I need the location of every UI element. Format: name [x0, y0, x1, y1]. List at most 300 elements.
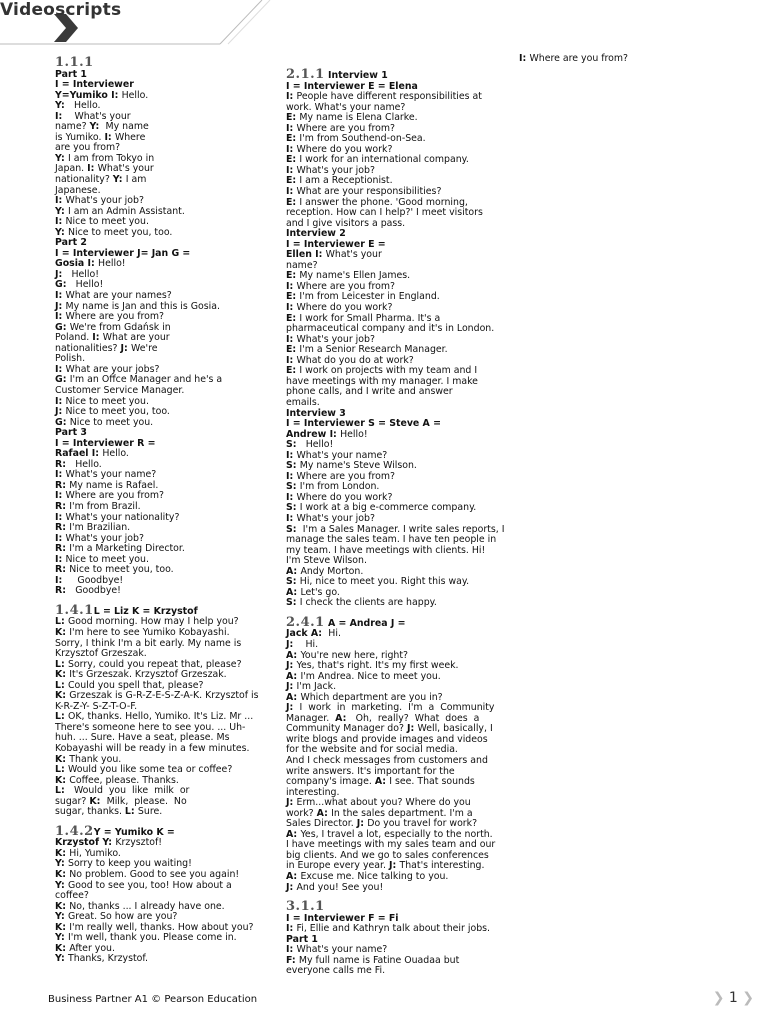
- line-text: Great. So how are you?: [68, 911, 178, 923]
- transcript-column-1: [55, 55, 270, 965]
- transcript-line: [286, 629, 500, 640]
- line-text: manage the sales team. I have ten people in: [286, 534, 497, 546]
- transcript-line: [55, 344, 270, 355]
- line-text: My name is Jan and this is Gosia.: [65, 300, 220, 312]
- line-text: Goodbye!: [69, 585, 121, 597]
- speaker-label: Krzystof: [55, 837, 103, 849]
- speaker-label: Y:: [102, 837, 116, 849]
- speaker-label: L:: [55, 785, 68, 797]
- line-text: Yes, that's right. It's my first week.: [296, 660, 459, 672]
- transcript-section: [286, 614, 500, 893]
- page-number: 1: [728, 990, 738, 1006]
- speaker-label: Rafael: [55, 448, 92, 460]
- line-text: Japan.: [55, 163, 88, 175]
- speaker-label: K:: [55, 669, 70, 681]
- line-text: Sales Director.: [286, 818, 357, 830]
- line-text: What's your job?: [296, 512, 375, 524]
- line-text: Japanese.: [55, 184, 101, 196]
- line-text: write blogs and provide images and videos: [286, 733, 488, 745]
- speaker-label: S:: [286, 576, 300, 588]
- line-text: I'm Andrea. Nice to meet you.: [300, 670, 441, 682]
- line-text: nationality?: [55, 174, 113, 186]
- line-text: Nice to meet you.: [69, 416, 154, 428]
- line-text: Hi.: [296, 638, 319, 650]
- line-text: sugar, thanks.: [55, 806, 125, 818]
- next-page-icon[interactable]: ❯: [712, 990, 725, 1006]
- line-text: Where are you from?: [296, 122, 396, 134]
- line-text: Nice to meet you, too.: [68, 226, 173, 238]
- speaker-label: I:: [55, 469, 66, 481]
- line-text: We're: [131, 342, 158, 354]
- line-text: Where are you from?: [529, 53, 629, 64]
- speaker-label: L:: [55, 616, 68, 628]
- line-text: No problem. Good to see you again!: [69, 869, 240, 881]
- line-text: company's image.: [286, 776, 375, 788]
- speaker-label: A:: [286, 586, 301, 598]
- speaker-label: Y:: [55, 932, 68, 944]
- speaker-label: I:: [315, 249, 326, 261]
- line-text: I'm Brazilian.: [69, 522, 131, 534]
- line-text: huh. ... Sure. Have a seat, please. Ms: [55, 732, 230, 744]
- line-text: I am a Receptionist.: [299, 175, 393, 187]
- speaker-label: I:: [55, 532, 66, 544]
- line-text: Andy Morton.: [300, 565, 364, 577]
- line-text: I'm well, thank you. Please come in.: [68, 932, 237, 944]
- speaker-label: I:: [55, 290, 66, 302]
- speaker-label: I:: [286, 512, 297, 524]
- speaker-label: I:: [286, 354, 297, 366]
- line-text: What are your jobs?: [65, 363, 160, 375]
- line-text: What's your: [325, 249, 382, 261]
- line-text: Hi.: [325, 628, 341, 640]
- speaker-label: I:: [55, 363, 66, 375]
- line-text: Excuse me. Nice talking to you.: [300, 871, 449, 883]
- speaker-label: Interview 3: [286, 407, 346, 419]
- speaker-label: I:: [104, 131, 115, 143]
- line-text: everyone calls me Fi.: [286, 965, 386, 977]
- line-text: have meetings with my manager. I make: [286, 375, 478, 387]
- speaker-label: S:: [286, 439, 300, 451]
- speaker-label: J:: [286, 638, 297, 650]
- line-text: Would you like milk or: [68, 785, 190, 797]
- line-text: I see. That sounds: [389, 776, 475, 788]
- line-text: Where are you from?: [65, 490, 165, 502]
- speaker-label: G:: [55, 321, 70, 333]
- line-text: work. What's your name?: [286, 101, 406, 113]
- line-text: Nice to meet you, too.: [69, 564, 174, 576]
- transcript-line: [286, 250, 500, 261]
- speaker-label: K:: [55, 774, 70, 786]
- section-heading: [55, 55, 270, 70]
- transcript-line: [286, 966, 500, 977]
- line-text: I'm from Southend-on-Sea.: [299, 133, 426, 145]
- speaker-label: G:: [55, 416, 70, 428]
- line-text: my team. I have meetings with clients. Hi!: [286, 544, 486, 556]
- line-text: What's your: [97, 163, 154, 175]
- line-text: That's interesting.: [399, 860, 485, 872]
- transcript-line: [286, 598, 500, 609]
- line-text: Which department are you in?: [300, 691, 443, 703]
- speaker-label: A:: [310, 628, 326, 640]
- line-text: I'm a Sales Manager. I write sales reports, I: [299, 523, 505, 535]
- transcript-section: [55, 602, 270, 818]
- speaker-label: I:: [55, 490, 66, 502]
- speaker-label: E:: [286, 365, 300, 377]
- speaker-label: R:: [55, 585, 70, 597]
- transcript-section: [286, 67, 505, 609]
- speaker-label: J:: [286, 660, 297, 672]
- line-text: is Yumiko.: [55, 131, 105, 143]
- section-title: L = Liz K = Krzystof: [93, 605, 198, 617]
- speaker-label: A:: [316, 807, 332, 819]
- speaker-label: F:: [286, 954, 299, 966]
- speaker-label: J:: [286, 681, 297, 693]
- speaker-label: Part 1: [286, 933, 318, 945]
- speaker-label: L:: [55, 658, 68, 670]
- line-text: Well, basically, I: [417, 723, 493, 735]
- speaker-label: Interview 2: [286, 228, 346, 240]
- transcript-column-2: [286, 67, 505, 977]
- line-text: I have meetings with my sales team and our: [286, 839, 496, 851]
- speaker-label: K:: [55, 921, 70, 933]
- transcript-section: [286, 899, 500, 977]
- line-text: I work at a big e-commerce company.: [299, 502, 477, 514]
- line-text: Nice to meet you, too.: [65, 406, 170, 418]
- line-text: In the sales department. I'm a: [331, 807, 473, 819]
- transcript-section: [55, 823, 270, 965]
- line-text: write answers. It's important for the: [286, 765, 455, 777]
- line-text: I'm from Leicester in England.: [299, 291, 440, 303]
- line-text: Good morning. How may I help you?: [68, 616, 239, 628]
- section-title: Interview 1: [324, 70, 388, 81]
- line-text: Erm...what about you? Where do you: [296, 797, 471, 809]
- transcript-line: [519, 54, 739, 65]
- line-text: Hello!: [65, 268, 99, 280]
- speaker-label: S:: [286, 502, 300, 514]
- speaker-label: E:: [286, 312, 300, 324]
- line-text: Where are you from?: [296, 280, 396, 292]
- line-text: My name's Steve Wilson.: [299, 460, 417, 472]
- line-text: name?: [286, 259, 318, 271]
- line-text: I work for an international company.: [299, 154, 469, 166]
- line-text: Where are you from?: [296, 470, 396, 482]
- line-text: I am: [125, 174, 147, 186]
- speaker-label: I:: [329, 428, 341, 440]
- speaker-label: G:: [55, 279, 70, 291]
- line-text: What's your name?: [296, 449, 388, 461]
- line-text: My name: [102, 121, 149, 133]
- line-text: phone calls, and I write and answer: [286, 386, 453, 398]
- speaker-label: I:: [55, 395, 66, 407]
- speaker-label: A:: [286, 670, 301, 682]
- section-number: 1.4.1: [55, 602, 94, 618]
- speaker-label: J:: [406, 723, 418, 735]
- speaker-label: I:: [286, 449, 297, 461]
- speaker-label: Y=Yumiko: [55, 89, 112, 101]
- line-text: What do you do at work?: [296, 354, 414, 366]
- line-text: No, thanks ... I already have one.: [69, 900, 225, 912]
- line-text: Hello!: [299, 439, 334, 451]
- line-text: in Europe every year.: [286, 860, 389, 872]
- line-text: I'm really well, thanks. How about you?: [69, 921, 254, 933]
- speaker-label: K:: [55, 753, 70, 765]
- line-text: Fi, Ellie and Kathryn talk about their jobs.: [296, 923, 491, 935]
- speaker-label: I:: [87, 163, 98, 175]
- line-text: Where do you work?: [296, 143, 393, 155]
- line-text: Hello.: [102, 448, 129, 460]
- speaker-label: I:: [55, 311, 66, 323]
- section-title: Y = Yumiko K =: [93, 826, 175, 838]
- line-text: My name is Elena Clarke.: [299, 112, 418, 124]
- line-text: Poland.: [55, 332, 93, 344]
- section-number: 2.4.1: [286, 614, 325, 630]
- line-text: name?: [55, 121, 90, 133]
- speaker-label: I = Interviewer F = Fi: [286, 912, 399, 924]
- speaker-label: K:: [55, 690, 70, 702]
- line-text: Hello.: [68, 100, 101, 112]
- line-text: Oh, really? What does a: [349, 712, 480, 724]
- speaker-label: Andrew: [286, 428, 330, 440]
- speaker-label: E:: [286, 291, 300, 303]
- line-text: People have different responsibilities at: [296, 91, 482, 103]
- line-text: Could you spell that, please?: [68, 679, 204, 691]
- line-text: reception. How can I help?' I meet visitors: [286, 207, 483, 219]
- speaker-label: I:: [92, 332, 103, 344]
- speaker-label: A:: [286, 691, 301, 703]
- speaker-label: J:: [388, 860, 400, 872]
- section-title: A = Andrea J =: [324, 617, 406, 629]
- line-text: I work in marketing. I'm a Community: [296, 702, 495, 714]
- line-text: Hello!: [340, 428, 368, 440]
- speaker-label: A:: [286, 828, 301, 840]
- speaker-label: L:: [55, 764, 68, 776]
- speaker-label: S:: [286, 523, 300, 535]
- speaker-label: Y:: [55, 100, 68, 112]
- line-text: and I give visitors a pass.: [286, 217, 406, 229]
- line-text: sugar?: [55, 795, 90, 807]
- speaker-label: S:: [286, 481, 300, 493]
- line-text: Would you like some tea or coffee?: [68, 764, 233, 776]
- speaker-label: Gosia: [55, 258, 88, 270]
- line-text: work?: [286, 807, 317, 819]
- speaker-label: R:: [55, 479, 70, 491]
- speaker-label: I:: [286, 491, 297, 503]
- speaker-label: L:: [124, 806, 138, 818]
- line-text: Let's go.: [300, 586, 340, 598]
- line-text: What's your job?: [65, 532, 144, 544]
- speaker-label: I = Interviewer: [55, 79, 134, 91]
- speaker-label: I:: [55, 511, 66, 523]
- section-number: 1.4.2: [55, 823, 94, 839]
- speaker-label: I:: [286, 280, 297, 292]
- speaker-label: Y:: [55, 953, 68, 965]
- speaker-label: Y:: [55, 226, 68, 238]
- line-text: My full name is Fatine Ouadaa but: [298, 954, 460, 966]
- speaker-label: Y:: [55, 879, 68, 891]
- line-text: Polish.: [55, 353, 86, 365]
- speaker-label: I:: [286, 122, 297, 134]
- speaker-label: R:: [55, 543, 70, 555]
- line-text: There's someone here to see you. ... Uh-: [55, 721, 246, 733]
- line-text: I am from Tokyo in: [68, 152, 155, 164]
- line-text: Hello!: [98, 258, 126, 270]
- page-indicator: [713, 990, 754, 1006]
- line-text: OK, thanks. Hello, Yumiko. It's Liz. Mr ...: [68, 711, 254, 723]
- line-text: emails.: [286, 396, 320, 408]
- line-text: I work for Small Pharma. It's a: [299, 312, 441, 324]
- transcript-line: [55, 418, 270, 429]
- line-text: I'm Steve Wilson.: [286, 555, 367, 567]
- line-text: Thanks, Krzystof.: [68, 953, 148, 965]
- speaker-label: G:: [55, 374, 70, 386]
- speaker-label: K:: [55, 847, 70, 859]
- line-text: pharmaceutical company and it's in London.: [286, 323, 495, 335]
- line-text: Krzysztof Grzeszak.: [55, 648, 147, 660]
- speaker-label: I:: [286, 470, 297, 482]
- line-text: Nice to meet you.: [65, 395, 149, 407]
- line-text: Sorry, could you repeat that, please?: [68, 658, 242, 670]
- speaker-label: I:: [91, 448, 103, 460]
- section-number: 2.1.1: [286, 67, 325, 82]
- speaker-label: Y:: [89, 121, 103, 133]
- line-text: What are your names?: [65, 290, 172, 302]
- line-text: I work on projects with my team and I: [299, 365, 478, 377]
- line-text: Customer Service Manager.: [55, 384, 185, 396]
- line-text: big clients. And we go to sales conferences: [286, 849, 489, 861]
- speaker-label: I:: [87, 258, 99, 270]
- line-text: I'm here to see Yumiko Kobayashi.: [69, 626, 230, 638]
- line-text: Do you travel for work?: [367, 818, 478, 830]
- speaker-label: J:: [286, 702, 297, 714]
- speaker-label: E:: [286, 112, 300, 124]
- line-text: are you from?: [55, 142, 121, 154]
- line-text: K-R-Z-Y- S-Z-T-O-F.: [55, 700, 138, 712]
- line-text: And you! See you!: [296, 881, 384, 893]
- line-text: I'm an Offce Manager and he's a: [69, 374, 223, 386]
- speaker-label: I:: [286, 186, 297, 198]
- speaker-label: J:: [356, 818, 368, 830]
- speaker-label: J:: [286, 881, 297, 893]
- line-text: for the website and for social media.: [286, 744, 458, 756]
- line-text: Yes, I travel a lot, especially to the north.: [300, 828, 493, 840]
- speaker-label: I:: [286, 164, 297, 176]
- line-text: Good to see you, too! How about a: [68, 879, 232, 891]
- line-text: Nice to meet you.: [65, 553, 149, 565]
- line-text: Milk, please. No: [103, 795, 187, 807]
- speaker-label: I = Interviewer S = Steve A =: [286, 418, 441, 430]
- line-text: You're new here, right?: [300, 649, 409, 661]
- speaker-label: I:: [286, 143, 297, 155]
- line-text: Hello!: [69, 279, 104, 291]
- speaker-label: A:: [286, 871, 301, 883]
- line-text: I'm from London.: [299, 481, 380, 493]
- page-title: Videoscripts: [0, 0, 122, 20]
- speaker-label: Part 2: [55, 237, 87, 249]
- line-text: Thank you.: [69, 753, 122, 765]
- transcript-line: [55, 954, 270, 965]
- line-text: Coffee, please. Thanks.: [69, 774, 179, 786]
- speaker-label: K:: [55, 869, 70, 881]
- line-text: What's your: [65, 110, 131, 122]
- speaker-label: I = Interviewer R =: [55, 437, 156, 449]
- speaker-label: S:: [286, 597, 300, 609]
- speaker-label: E:: [286, 344, 300, 356]
- line-text: What's your job?: [65, 195, 144, 207]
- speaker-label: J:: [120, 342, 132, 354]
- line-text: I'm from Brazil.: [69, 500, 141, 512]
- speaker-label: L:: [55, 679, 68, 691]
- speaker-label: E:: [286, 133, 300, 145]
- line-text: Where: [114, 131, 146, 143]
- line-text: I'm a Marketing Director.: [69, 543, 185, 555]
- speaker-label: Ellen: [286, 249, 316, 261]
- line-text: Community Manager do?: [286, 723, 407, 735]
- transcript-section: [55, 55, 270, 597]
- line-text: We're from Gdańsk in: [69, 321, 171, 333]
- speaker-label: I = Interviewer J= Jan G =: [55, 247, 191, 259]
- speaker-label: J:: [286, 797, 297, 809]
- speaker-label: I = Interviewer E =: [286, 238, 386, 250]
- speaker-label: A:: [286, 565, 301, 577]
- speaker-label: I:: [55, 195, 66, 207]
- speaker-label: I:: [55, 553, 66, 565]
- transcript-line: [55, 228, 270, 239]
- speaker-label: E:: [286, 154, 300, 166]
- line-text: Goodbye!: [65, 574, 124, 586]
- line-text: What's your name?: [65, 469, 157, 481]
- section-number: 1.1.1: [55, 55, 94, 70]
- speaker-label: A:: [374, 776, 390, 788]
- line-text: Where do you work?: [296, 302, 393, 314]
- line-text: I check the clients are happy.: [299, 597, 437, 609]
- line-text: Where are you from?: [65, 311, 165, 323]
- speaker-label: R:: [55, 458, 70, 470]
- speaker-label: A:: [286, 649, 301, 661]
- transcript-line: [286, 883, 500, 894]
- speaker-label: S:: [286, 460, 300, 472]
- speaker-label: E:: [286, 175, 300, 187]
- speaker-label: I:: [286, 944, 297, 956]
- line-text: What's your name?: [296, 944, 388, 956]
- line-text: Hi, Yumiko.: [69, 847, 121, 859]
- line-text: coffee?: [55, 890, 89, 902]
- scroll-arrow-icon[interactable]: ❯: [742, 990, 754, 1006]
- speaker-label: Jack: [286, 628, 311, 640]
- speaker-label: Y:: [55, 911, 68, 923]
- line-text: I'm Jack.: [296, 681, 337, 693]
- line-text: Hi, nice to meet you. Right this way.: [299, 576, 470, 588]
- speaker-label: J:: [55, 406, 66, 418]
- speaker-label: I:: [55, 110, 66, 122]
- line-text: And I check messages from customers and: [286, 755, 488, 766]
- speaker-label: J:: [55, 268, 66, 280]
- speaker-label: Part 3: [55, 427, 87, 439]
- speaker-label: K:: [55, 900, 70, 912]
- line-text: Krzysztof!: [115, 837, 163, 849]
- line-text: Hello.: [121, 89, 149, 101]
- line-text: Hello.: [69, 458, 102, 470]
- line-text: Grzeszak is G-R-Z-E-S-Z-A-K. Krzysztof is: [69, 690, 259, 702]
- transcript-section: [519, 54, 739, 65]
- speaker-label: Y:: [112, 174, 126, 186]
- line-text: Sorry, I think I'm a bit early. My name is: [55, 637, 242, 649]
- speaker-label: K:: [89, 795, 104, 807]
- speaker-label: A:: [335, 712, 350, 724]
- speaker-label: K:: [55, 626, 70, 638]
- speaker-label: I:: [286, 923, 297, 935]
- line-text: interesting.: [286, 786, 340, 798]
- speaker-label: E:: [286, 270, 300, 282]
